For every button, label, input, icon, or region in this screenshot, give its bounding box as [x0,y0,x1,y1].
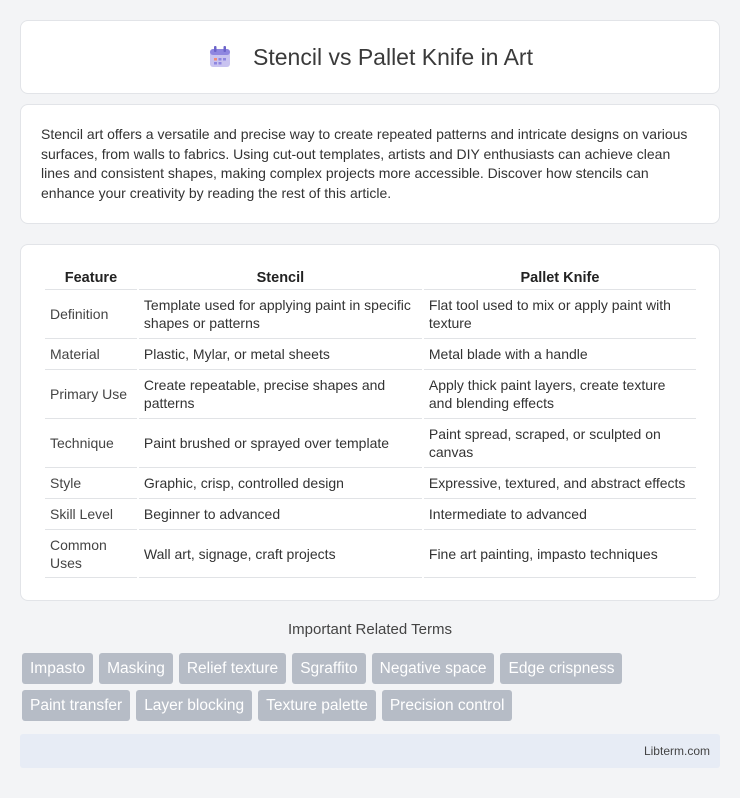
row-feature: Common Uses [45,529,137,578]
header-stencil: Stencil [256,270,305,286]
title-card [20,20,720,94]
page-title: Stencil vs Pallet Knife in Art [253,43,533,70]
table-row [45,418,696,467]
comparison-card [20,244,720,601]
row-pallet-knife: Apply thick paint layers, create texture and blending effects [424,369,696,418]
row-stencil: Template used for applying paint in specific shapes or patterns [139,289,422,338]
table-row [45,467,696,498]
row-pallet-knife: Fine art painting, impasto techniques [424,529,696,578]
tag-paint-transfer[interactable]: Paint transfer [22,690,130,721]
row-pallet-knife: Paint spread, scraped, or sculpted on canvas [424,418,696,467]
comparison-table [43,267,698,578]
row-stencil: Create repeatable, precise shapes and patterns [139,369,422,418]
header-pallet-knife: Pallet Knife [520,270,600,286]
tag-row [22,690,722,721]
tag-precision-control[interactable]: Precision control [382,690,513,721]
tag-texture-palette[interactable]: Texture palette [258,690,376,721]
row-stencil: Graphic, crisp, controlled design [139,467,422,498]
row-stencil: Beginner to advanced [139,498,422,529]
row-pallet-knife: Flat tool used to mix or apply paint with texture [424,289,696,338]
header-feature: Feature [64,270,118,286]
row-stencil: Paint brushed or sprayed over template [139,418,422,467]
tag-sgraffito[interactable]: Sgraffito [292,653,365,684]
tag-layer-blocking[interactable]: Layer blocking [136,690,252,721]
tag-impasto[interactable]: Impasto [22,653,93,684]
tag-masking[interactable]: Masking [99,653,173,684]
intro-text: Stencil art offers a versatile and precise way to create repeated patterns and intricate designs on various surfaces, from walls to fabrics. Using cut-out templates, artists and DIY enthusiasts can achieve clean lines and consistent shapes, making complex projects more accessible. Discover how stencils can enhance your creativity by reading the rest of this article. [41,126,688,201]
table-row [45,498,696,529]
tag-relief-texture[interactable]: Relief texture [179,653,286,684]
table-row [45,338,696,369]
row-feature: Material [45,338,137,369]
table-row [45,529,696,578]
row-stencil: Plastic, Mylar, or metal sheets [139,338,422,369]
tag-negative-space[interactable]: Negative space [372,653,495,684]
row-feature: Primary Use [45,369,137,418]
related-terms [22,653,722,727]
calendar-icon [207,44,233,70]
footer [20,734,720,768]
row-feature: Style [45,467,137,498]
row-pallet-knife: Intermediate to advanced [424,498,696,529]
row-pallet-knife: Expressive, textured, and abstract effects [424,467,696,498]
intro-card [20,104,720,224]
table-row [45,369,696,418]
related-terms-title: Important Related Terms [288,621,452,638]
tag-row [22,653,722,684]
row-stencil: Wall art, signage, craft projects [139,529,422,578]
row-pallet-knife: Metal blade with a handle [424,338,696,369]
footer-link[interactable]: Libterm.com [643,744,710,758]
table-row [45,289,696,338]
row-feature: Technique [45,418,137,467]
row-feature: Skill Level [45,498,137,529]
tag-edge-crispness[interactable]: Edge crispness [500,653,622,684]
row-feature: Definition [45,289,137,338]
